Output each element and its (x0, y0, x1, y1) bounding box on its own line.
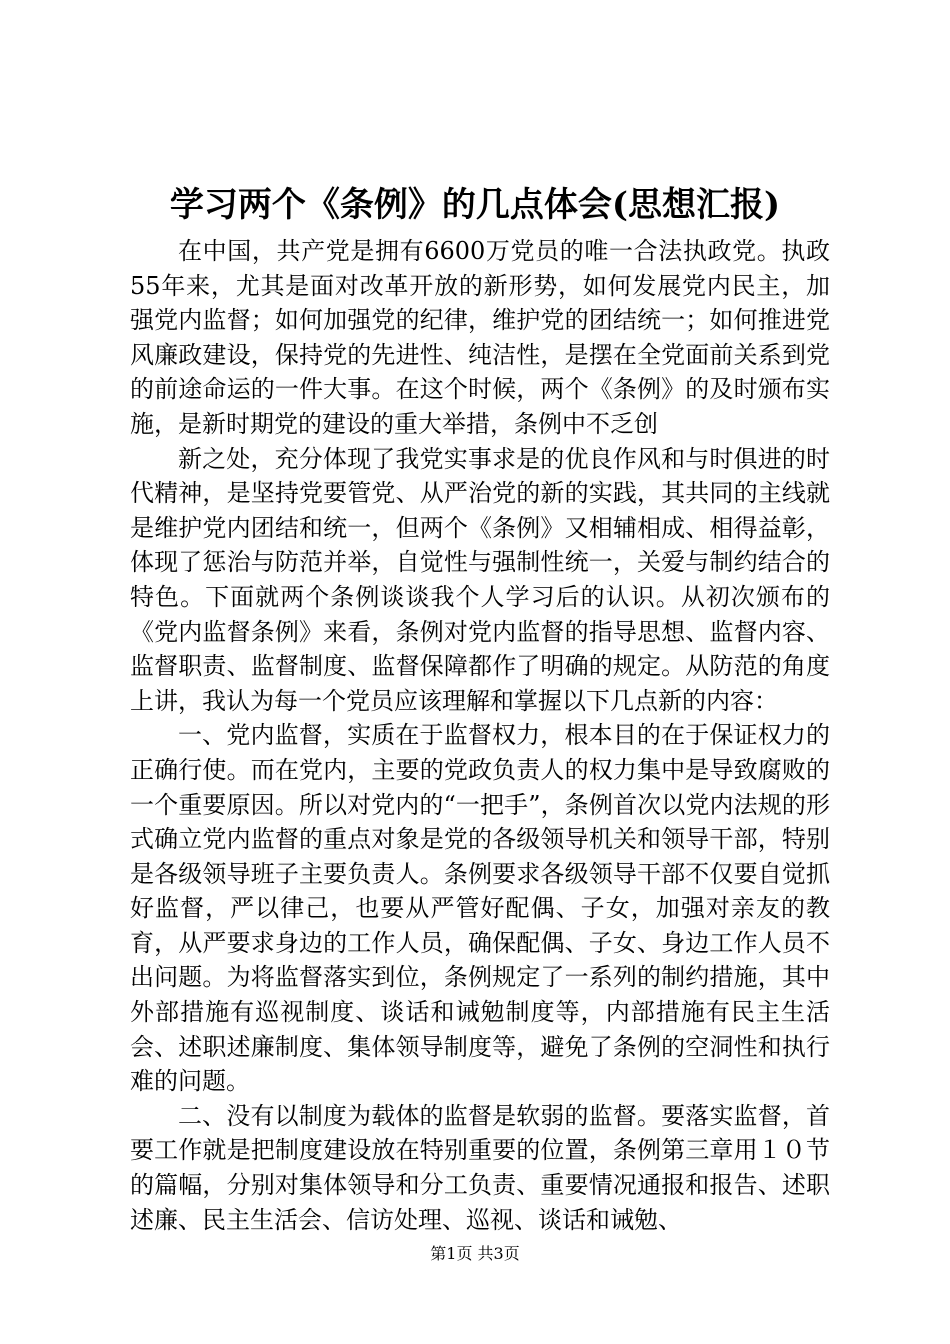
paragraph-4: 二、没有以制度为载体的监督是软弱的监督。要落实监督，首要工作就是把制度建设放在特别重要的位置，条例第三章用１０节的篇幅，分别对集体领导和分工负责、重要情况通报和报告、述职述廉、民主生活会、信访处理、巡视、谈话和诫勉、 (130, 1101, 830, 1234)
page-footer: 第1页 共3页 (430, 1244, 520, 1263)
paragraph-3: 一、党内监督，实质在于监督权力，根本目的在于保证权力的正确行使。而在党内，主要的党政负责人的权力集中是导致腐败的一个重要原因。所以对党内的“一把手”，条例首次以党内法规的形式确立党内监督的重点对象是党的各级领导机关和领导干部，特别是各级领导班子主要负责人。条例要求各级领导干部不仅要自觉抓好监督，严以律己，也要从严管好配偶、子女，加强对亲友的教育，从严要求身边的工作人员，确保配偶、子女、身边工作人员不出问题。为将监督落实到位，条例规定了一系列的制约措施，其中外部措施有巡视制度、谈话和诫勉制度等，内部措施有民主生活会、述职述廉制度、集体领导制度等，避免了条例的空洞性和执行难的问题。 (130, 721, 830, 1096)
paragraph-2: 新之处，充分体现了我党实事求是的优良作风和与时俱进的时代精神，是坚持党要管党、从严治党的新的实践，其共同的主线就是维护党内团结和统一，但两个《条例》又相辅相成、相得益彰，体现了惩治与防范并举，自觉性与强制性统一，关爱与制约结合的特色。下面就两个条例谈谈我个人学习后的认识。从初次颁布的《党内监督条例》来看，条例对党内监督的指导思想、监督内容、监督职责、监督制度、监督保障都作了明确的规定。从防范的角度上讲，我认为每一个党员应该理解和掌握以下几点新的内容： (130, 444, 830, 715)
paragraph-1: 在中国，共产党是拥有6600万党员的唯一合法执政党。执政55年来，尤其是面对改革开放的新形势，如何发展党内民主，加强党内监督；如何加强党的纪律，维护党的团结统一；如何推进党风廉政建设，保持党的先进性、纯洁性，是摆在全党面前关系到党的前途命运的一件大事。在这个时候，两个《条例》的及时颁布实施，是新时期党的建设的重大举措，条例中不乏创 (130, 237, 830, 438)
document-body (130, 234, 830, 1237)
document-title: 学习两个《条例》的几点体会(思想汇报) (169, 185, 781, 225)
